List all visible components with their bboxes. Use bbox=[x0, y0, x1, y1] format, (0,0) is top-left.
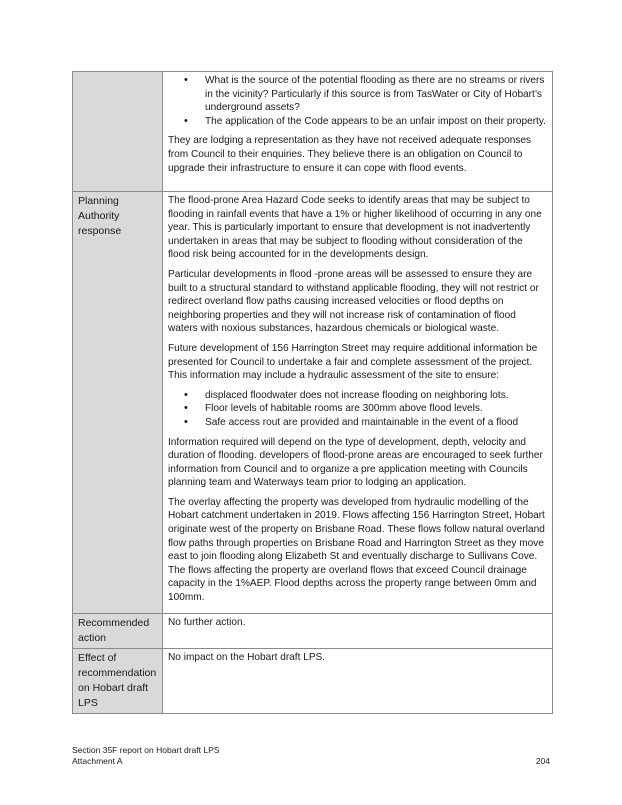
effect-text: No impact on the Hobart draft LPS. bbox=[168, 652, 326, 663]
list-item: • Safe access rout are provided and maintainable in the event of a flood bbox=[198, 416, 547, 430]
effect-label: Effect of recommendation on Hobart draft LPS bbox=[78, 652, 157, 709]
planning-paragraph-5: The overlay affecting the property was developed from hydraulic modelling of the Hobart catchment undertaken in 2019. Flows affecting 156 Harrington Street, Hobart originate west of the property on Brisbane Road. These flows follow natural overland flow paths through properties on Brisbane Road and Harrington Street as they move east to join flooding along Elizabeth St and eventually discharge to Sullivans Cove. The flows affecting the property are overland flows that exceed Council drainage capacity in the 1%AEP. Flood depths across the property range between 0mm and 100mm. bbox=[168, 496, 545, 604]
page-footer bbox=[72, 745, 550, 767]
page-number: 204 bbox=[535, 756, 550, 766]
recommended-action-label: Recommended action bbox=[78, 617, 150, 644]
table-row-continued bbox=[73, 72, 553, 192]
planning-paragraph-1: The flood-prone Area Hazard Code seeks to identify areas that may be subject to flooding in rainfall events that have a 1% or higher likelihood of occurring in any one year. This is particularly important to ensure that development is not inadvertently undertaken in areas that may be subject to flooding without consideration of the flood risk being accounted for in the developments design. bbox=[168, 195, 542, 261]
list-item: • The application of the Code appears to be an unfair impost on their property. bbox=[198, 115, 547, 129]
planning-paragraph-2: Particular developments in flood -prone areas will be assessed to ensure they are built to a structural standard to withstand applicable flooding, they will not restrict or redirect overland flow paths causing increased velocities or flood depths on neighboring properties and they will not increase risk of contamination of flood waters with noxious substances, hazardous chemicals or biological waste. bbox=[168, 268, 539, 335]
row-label-empty bbox=[73, 72, 163, 192]
recommended-action-text: No further action. bbox=[168, 617, 246, 628]
row-body-planning bbox=[163, 192, 553, 614]
planning-authority-label: Planning Authority response bbox=[78, 195, 122, 237]
row-label-recommended bbox=[73, 614, 163, 649]
hydraulic-bullet-list bbox=[168, 389, 547, 430]
list-item: • displaced floodwater does not increase flooding on neighboring lots. bbox=[198, 389, 547, 403]
representation-paragraph: They are lodging a representation as they have not received adequate responses from Council to their enquiries. They believe there is an obligation on Council to upgrade their infrastructure to ensure it can cope with flood events. bbox=[168, 135, 532, 174]
planning-paragraph-4: Information required will depend on the type of development, depth, velocity and duration of flooding. developers of flood-prone areas are encouraged to seek further information from Council and to organize a pre application meeting with Councils planning team and Waterways team prior to lodging an application. bbox=[168, 436, 543, 489]
table-row-effect bbox=[73, 649, 553, 714]
row-body-continued bbox=[163, 72, 553, 192]
list-item: • What is the source of the potential flooding as there are no streams or rivers in the vicinity? Particularly if this source is from TasWater or City of Hobart’s underground assets? bbox=[198, 74, 547, 115]
row-body-recommended bbox=[163, 614, 553, 649]
table-row-planning bbox=[73, 192, 553, 614]
planning-paragraph-3: Future development of 156 Harrington Street may require additional information be presented for Council to undertake a fair and complete assessment of the project. This information may include a hydraulic assessment of the site to ensure: bbox=[168, 342, 538, 382]
row-body-effect bbox=[163, 649, 553, 714]
table-row-recommended bbox=[73, 614, 553, 649]
row-label-effect bbox=[73, 649, 163, 714]
representation-table bbox=[72, 71, 553, 714]
footer-report-title: Section 35F report on Hobart draft LPS bbox=[72, 745, 220, 755]
row-label-planning bbox=[73, 192, 163, 614]
concerns-bullet-list bbox=[168, 74, 547, 128]
list-item: • Floor levels of habitable rooms are 300mm above flood levels. bbox=[198, 402, 547, 416]
footer-attachment: Attachment A bbox=[72, 756, 123, 766]
